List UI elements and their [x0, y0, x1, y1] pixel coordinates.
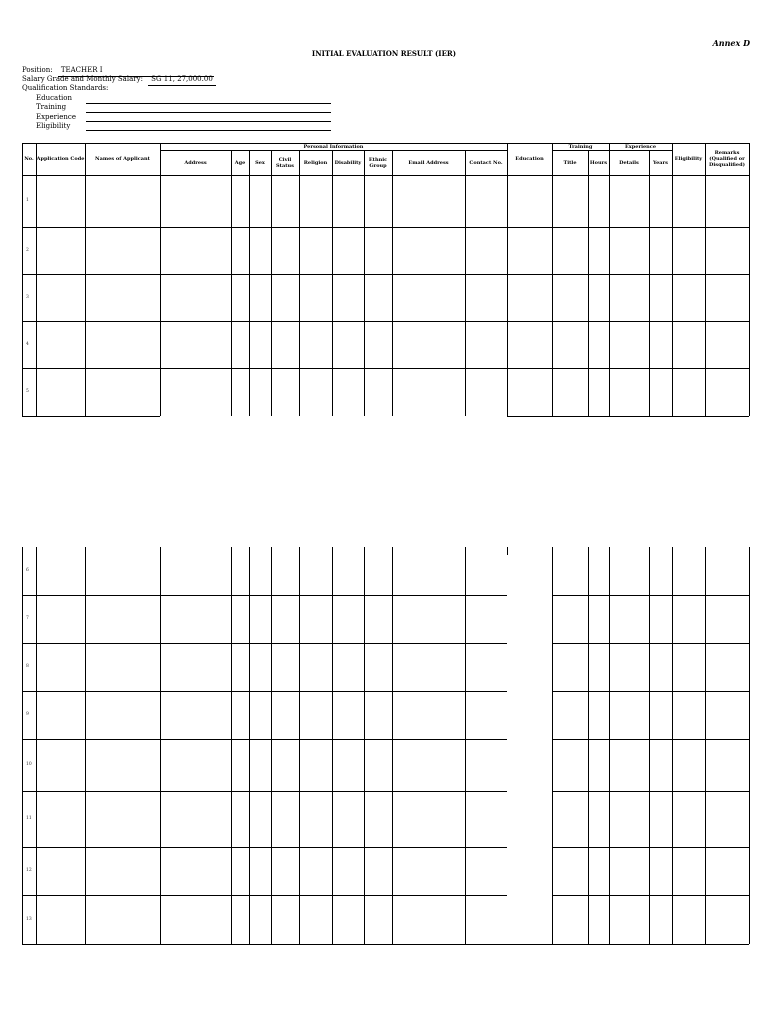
header-training-hours: Hours — [589, 159, 608, 166]
row-number: 7 — [26, 616, 29, 621]
table-col-line-5 — [249, 547, 250, 944]
table-col-line-0 — [22, 143, 23, 416]
table-col-line-8 — [332, 547, 333, 944]
table-col-line-6 — [271, 150, 272, 416]
row-line — [22, 274, 749, 275]
header-eligibility: Eligibility — [674, 156, 703, 162]
header-sex: Sex — [255, 159, 265, 166]
row-number: 9 — [26, 712, 29, 717]
row-bottom-line — [22, 416, 160, 417]
table-col-line-7 — [299, 150, 300, 416]
table-col-line-0 — [22, 547, 23, 944]
qs-experience-label: Experience — [36, 113, 76, 121]
row-line — [552, 847, 749, 848]
row-number: 13 — [26, 916, 32, 922]
table-col-line-4 — [231, 150, 232, 416]
row-line — [22, 321, 749, 322]
header-bottom-border — [22, 175, 749, 176]
row-number: 10 — [26, 762, 32, 767]
header-training-title: Title — [563, 159, 577, 166]
header-experience: Experience — [624, 143, 657, 150]
salary-label: Salary Grade and Monthly Salary: — [22, 75, 143, 83]
qs-training-line — [86, 112, 331, 113]
header-experience-years: Years — [652, 159, 668, 166]
annex-label: Annex D — [712, 38, 750, 48]
table-col-line-13 — [552, 143, 553, 416]
position-label: Position: — [22, 66, 53, 74]
header-religion: Religion — [303, 159, 328, 166]
header-contact-no: Contact No. — [469, 159, 503, 166]
row-line — [552, 739, 749, 740]
row-bottom-line — [507, 416, 749, 417]
header-address: Address — [184, 159, 207, 166]
table-col-line-8 — [332, 150, 333, 416]
row-number: 8 — [26, 664, 29, 669]
row-line — [22, 691, 507, 692]
table-col-line-15 — [609, 143, 610, 416]
header-personal-information: Personal Information — [303, 143, 364, 150]
table-col-line-6 — [271, 547, 272, 944]
table-col-line-14 — [588, 150, 589, 416]
row-number: 1 — [26, 198, 29, 203]
qs-eligibility-line — [86, 130, 331, 131]
table-col-line-15 — [609, 547, 610, 944]
table-col-line-12 — [507, 547, 508, 555]
table-col-line-7 — [299, 547, 300, 944]
row-number: 3 — [26, 294, 29, 300]
row-line — [552, 791, 749, 792]
table-col-line-3 — [160, 143, 161, 416]
qs-eligibility-label: Eligibility — [36, 122, 71, 130]
header-remarks: Remarks (Qualified or Disqualified) — [709, 150, 745, 168]
table-col-line-11 — [465, 150, 466, 416]
header-training: Training — [568, 143, 593, 150]
row-number: 2 — [26, 247, 29, 253]
table-col-line-18 — [705, 143, 706, 416]
table-col-line-2 — [85, 547, 86, 944]
table-col-line-14 — [588, 547, 589, 944]
row-number: 11 — [26, 816, 32, 821]
row-number: 4 — [26, 341, 29, 347]
table-col-line-3 — [160, 547, 161, 944]
table-col-line-18 — [705, 547, 706, 944]
row-line — [22, 739, 507, 740]
table-col-line-2 — [85, 143, 86, 416]
table-col-line-1 — [36, 547, 37, 944]
header-application-code: Application Code — [36, 156, 85, 162]
header-civil-status: Civil Status — [276, 156, 294, 169]
header-age: Age — [234, 159, 246, 166]
row-line — [22, 368, 749, 369]
table-col-line-10 — [392, 547, 393, 944]
row-line — [22, 895, 507, 896]
table-col-line-17 — [672, 143, 673, 416]
header-email-address: Email Address — [408, 159, 449, 166]
row-line — [552, 895, 749, 896]
header-experience-details: Details — [619, 159, 639, 166]
row-number: 5 — [26, 389, 29, 394]
table-col-line-11 — [465, 547, 466, 944]
table-col-line-9 — [364, 150, 365, 416]
table-col-line-19 — [749, 547, 750, 944]
table-col-line-12 — [507, 143, 508, 416]
header-education: Education — [515, 156, 544, 162]
table-col-line-9 — [364, 547, 365, 944]
table-col-line-16 — [649, 547, 650, 944]
table-col-line-10 — [392, 150, 393, 416]
table-col-line-16 — [649, 150, 650, 416]
row-line — [22, 643, 507, 644]
qs-education-label: Education — [36, 94, 72, 102]
header-no: No. — [24, 156, 34, 162]
document-title: INITIAL EVALUATION RESULT (IER) — [311, 49, 457, 58]
row-line — [552, 643, 749, 644]
header-names-of-applicant: Names of Applicant — [95, 156, 150, 162]
table-col-line-13 — [552, 547, 553, 944]
row-line — [22, 227, 749, 228]
row-number: 6 — [26, 568, 29, 573]
table-col-line-19 — [749, 143, 750, 416]
row-number: 12 — [26, 868, 32, 873]
table-col-line-4 — [231, 547, 232, 944]
qs-education-line — [86, 103, 331, 104]
row-line — [552, 691, 749, 692]
position-value: TEACHER I — [58, 66, 214, 77]
table-col-line-17 — [672, 547, 673, 944]
qs-training-label: Training — [36, 103, 67, 111]
header-disability: Disability — [334, 159, 362, 166]
row-line — [22, 847, 507, 848]
header-ethnic-group: Ethnic Group — [368, 156, 388, 169]
table-col-line-5 — [249, 150, 250, 416]
table-bottom-border — [22, 944, 749, 945]
qs-experience-line — [86, 121, 331, 122]
row-line — [22, 791, 507, 792]
row-line — [552, 595, 749, 596]
row-line — [22, 595, 507, 596]
table-col-line-1 — [36, 143, 37, 416]
salary-value: SG 11, 27,000.00 — [148, 75, 216, 86]
qualification-label: Qualification Standards: — [22, 84, 109, 92]
